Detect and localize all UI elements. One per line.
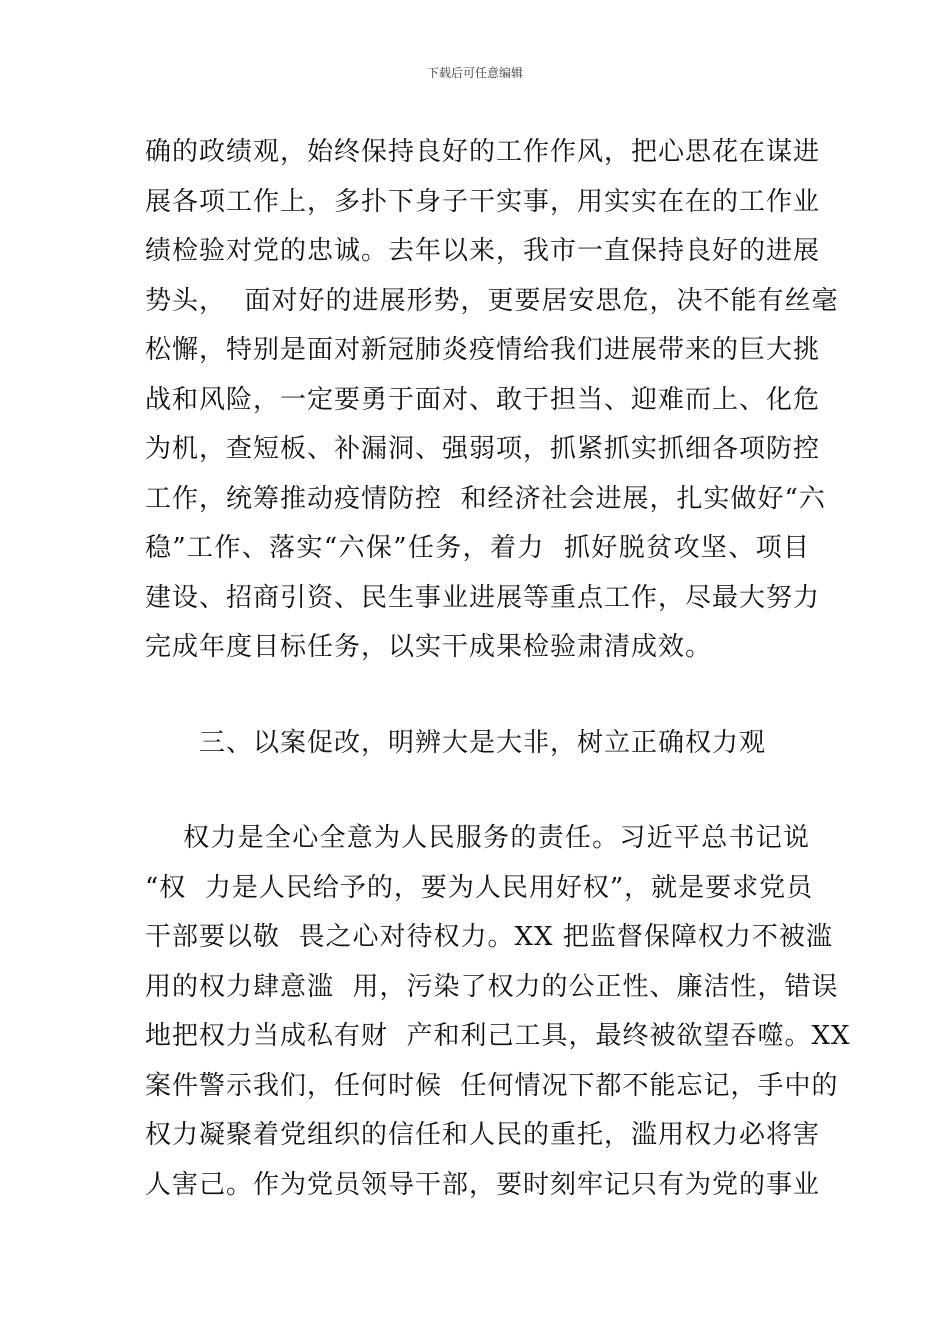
paragraph-1: [145, 128, 839, 673]
paragraph-line: 工作，统筹推动疫情防控 和经济社会进展，扎实做好“六: [145, 483, 826, 514]
paragraph-line: 权力是全心全意为人民服务的责任。习近平总书记说: [145, 823, 810, 853]
page-header: 下载后可任意编辑: [426, 66, 523, 80]
section-heading: 三、以案促改，明辨大是大非，树立正确权力观: [199, 727, 767, 758]
paragraph-line: 松懈，特别是面对新冠肺炎疫情给我们进展带来的巨大挑: [145, 335, 821, 365]
spacer: [145, 768, 810, 814]
paragraph-line: 人害己。作为党员领导干部，要时刻牢记只有为党的事业: [145, 1169, 821, 1200]
paragraph-2: [145, 814, 851, 1210]
document-body: [145, 128, 851, 1210]
paragraph-line: 案件警示我们，任何时候 任何情况下都不能忘记，手中的: [145, 1070, 839, 1101]
paragraph-line: 地把权力当成私有财 产和利己工具，最终被欲望吞噬。XX: [145, 1021, 851, 1051]
paragraph-line: 战和风险，一定要勇于面对、敢于担当、迎难而上、化危: [145, 384, 821, 415]
paragraph-line: 完成年度目标任务，以实干成果检验肃清成效。: [145, 632, 713, 662]
paragraph-line: 展各项工作上，多扑下身子干实事，用实实在在的工作业: [145, 186, 821, 217]
paragraph-line: 稳”工作、落实“六保”任务，着力 抓好脱贫攻坚、项目: [145, 533, 810, 563]
paragraph-line: 用的权力肆意滥 用，污染了权力的公正性、廉洁性，错误: [145, 971, 839, 1002]
paragraph-line: 势头， 面对好的进展形势，更要居安思危，决不能有丝毫: [145, 285, 839, 316]
paragraph-line: 建设、招商引资、民生事业进展等重点工作，尽最大努力: [145, 582, 821, 613]
paragraph-line: 为机，查短板、补漏洞、强弱项，抓紧抓实抓细各项防控: [145, 434, 821, 464]
spacer: [145, 673, 810, 719]
paragraph-line: 确的政绩观，始终保持良好的工作作风，把心思花在谋进: [145, 137, 821, 167]
paragraph-line: 权力凝聚着党组织的信任和人民的重托，滥用权力必将害: [145, 1120, 821, 1150]
paragraph-line: 绩检验对党的忠诚。去年以来，我市一直保持良好的进展: [145, 236, 821, 266]
paragraph-line: 干部要以敬 畏之心对待权力。XX 把监督保障权力不被滥: [145, 922, 833, 952]
paragraph-line: “权 力是人民给予的，要为人民用好权”，就是要求党员: [145, 872, 814, 903]
